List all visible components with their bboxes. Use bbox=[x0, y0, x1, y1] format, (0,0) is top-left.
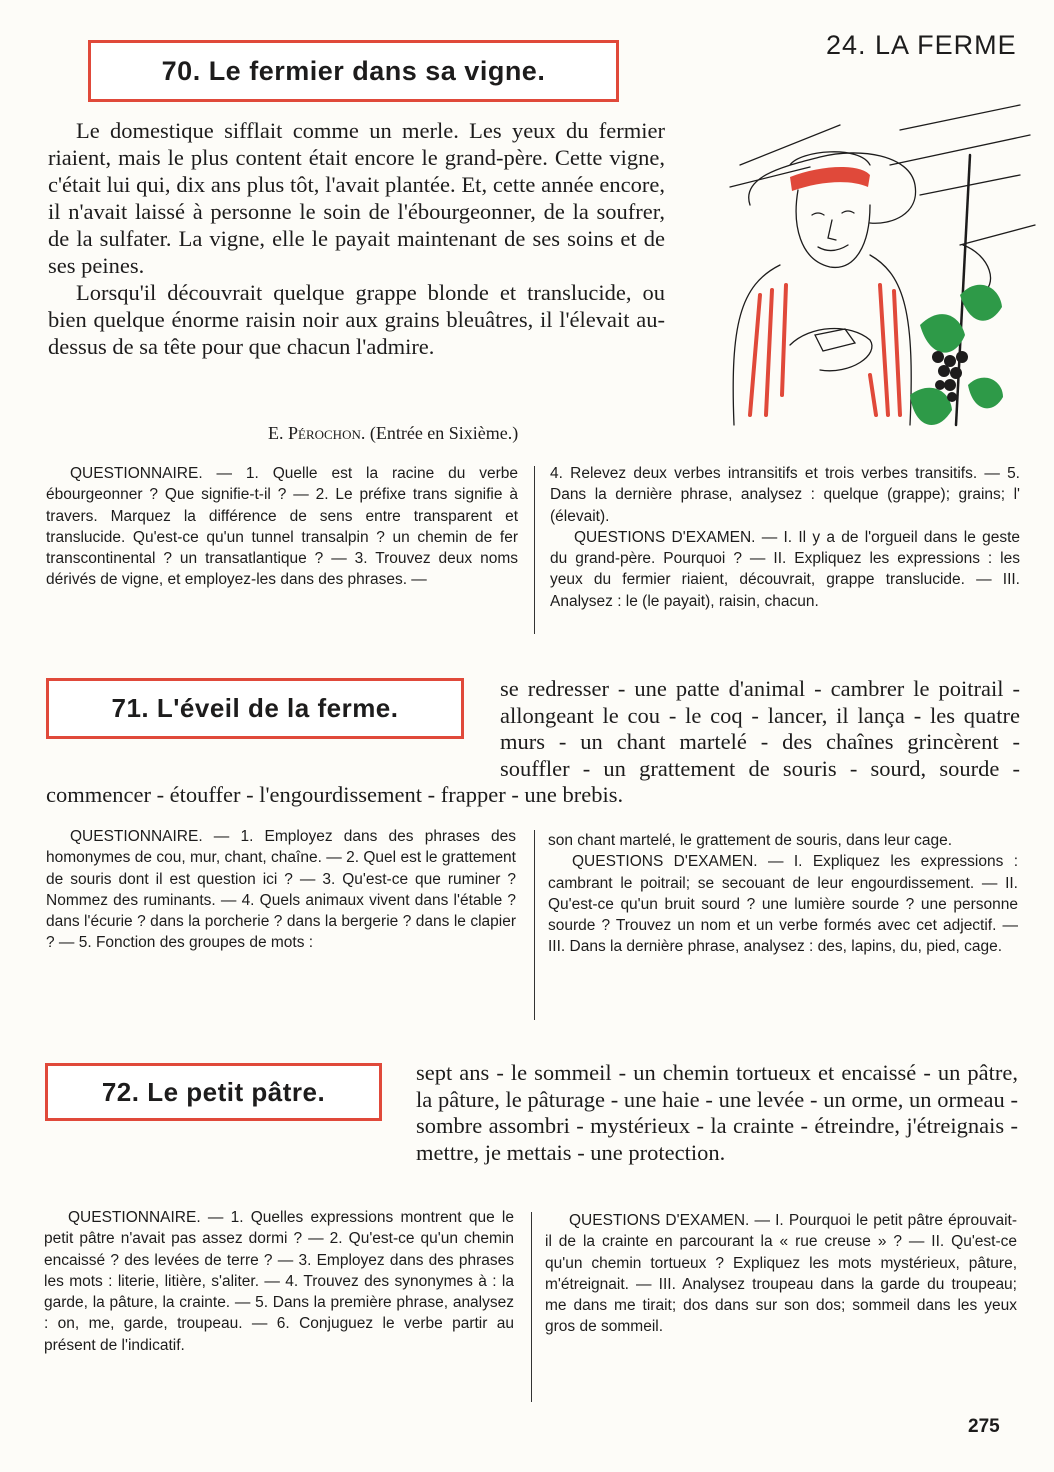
lesson-72-examen bbox=[545, 1210, 1017, 1338]
title-float-spacer bbox=[46, 1060, 416, 1142]
right-shoulder bbox=[870, 255, 911, 425]
questionnaire-70-cont-text: 4. Relevez deux verbes intransitifs et trois verbes transitifs. — 5. Dans la dernière phrase, analysez : quelque (grappe); grains; l' (élevait). bbox=[550, 465, 1020, 525]
shirt-stripe bbox=[880, 285, 888, 415]
shirt-stripe bbox=[782, 285, 786, 395]
lesson-70-title-text: 70. Le fermier dans sa vigne. bbox=[161, 55, 546, 86]
sky-line bbox=[900, 105, 1020, 130]
nose bbox=[828, 220, 836, 240]
grape bbox=[956, 351, 968, 363]
title-float-spacer bbox=[46, 676, 500, 758]
lesson-72-vocabulary bbox=[46, 1060, 1018, 1166]
sky-line bbox=[890, 135, 1030, 165]
column-divider bbox=[534, 466, 535, 634]
shirt-stripe bbox=[766, 290, 772, 415]
grape bbox=[947, 392, 957, 402]
column-divider bbox=[531, 1212, 532, 1402]
sky-line bbox=[960, 225, 1035, 245]
lesson-71-questionnaire-continued bbox=[548, 830, 1018, 958]
hat-band bbox=[790, 167, 870, 191]
shirt-stripe bbox=[894, 291, 900, 415]
lesson-72-title-text: 72. Le petit pâtre. bbox=[101, 1076, 326, 1107]
questionnaire-70-text: QUESTIONNAIRE. — 1. Quelle est la racine du verbe ébourgeonner ? Que signifie-t-il ? — 2. Le préfixe trans signifie à travers. Marquez la différence de sens entre transparent et translucide. Qu'est-ce qu'un tunnel transalpin ? un chemin de fer transcontinental ? un transatlantique ? — 3. Trouvez deux noms dérivés de vigne, et employez-les dans des phrases. — bbox=[46, 465, 518, 589]
lesson-70-questionnaire bbox=[46, 463, 518, 591]
questionnaire-71-text: QUESTIONNAIRE. — 1. Employez dans des phrases des homonymes de cou, mur, chant, chaîne. — 2. Quel est le grattement de souris dont il est question ici ? — 3. Qu'est-ce que ruminer ? Nommez des ruminants. — 4. Quels animaux vivent dans l'étable ? dans l'écurie ? dans la porcherie ? dans la bergerie ? dans le clapier ? — 5. Fonction des groupes de mots : bbox=[46, 828, 516, 952]
grape bbox=[944, 379, 956, 391]
vine-leaf bbox=[910, 388, 952, 425]
grape bbox=[950, 367, 962, 379]
eyes bbox=[812, 211, 854, 215]
grape bbox=[944, 355, 956, 367]
questionnaire-71-cont-text: son chant martelé, le grattement de souris, dans leur cage. bbox=[548, 832, 953, 849]
lesson-70-questionnaire-continued bbox=[550, 463, 1020, 612]
face-outline bbox=[796, 190, 870, 267]
questionnaire-72-text: QUESTIONNAIRE. — 1. Quelles expressions montrent que le petit pâtre n'avait pas assez dormi ? — 2. Qu'est-ce qu'un chemin encaissé ? des levées de terre ? — 3. Employez dans des phrases les mots : literie, litière, s'aliter. — 4. Trouvez des synonymes à : la garde, la pâture, la crainte. — 5. Dans la première phrase, analysez : on, me, garde, troupeau. — 6. Conjuguez le verbe partir au présent de l'indicatif. bbox=[44, 1209, 514, 1354]
lesson-70-paragraph-1: Le domestique sifflait comme un merle. Les yeux du fermier riaient, mais le plus content était encore le grand-père. Cette vigne, c'était lui qui, dix ans plus tôt, l'avait plantée. Et, cette année encore, il n'avait laissé à personne le soin de l'ébourgeonner, de la soufrer, de la sulfater. La vigne, elle le payait maintenant de ses soins et de ses peines. bbox=[48, 118, 665, 278]
page-number: 275 bbox=[968, 1416, 1000, 1437]
vine-leaf bbox=[968, 378, 1003, 409]
hat-brim bbox=[749, 153, 916, 223]
shirt-stripe bbox=[870, 375, 876, 415]
chapter-title: 24. LA FERME bbox=[826, 30, 1017, 60]
vine-leaf bbox=[960, 285, 1002, 321]
lesson-71-questionnaire bbox=[46, 826, 516, 954]
lesson-72-words: sept ans - le sommeil - un chemin tortueux et encaissé - un pâtre, la pâture, le pâturage - une haie - une levée - un orme, un ormeau - sombre assombri - mystérieux - la crainte - étreindre, j'étreignais - mettre, je mettais - une protection. bbox=[416, 1060, 1018, 1165]
lesson-71-title-text: 71. L'éveil de la ferme. bbox=[111, 693, 399, 723]
grape bbox=[938, 365, 950, 377]
lesson-71-words: se redresser - une patte d'animal - cambrer le poitrail - allongeant le cou - le coq - lancer, il lança - les quatre murs - un chant martelé - des chaînes grincèrent - souffler - un grattement de souris - sourd, sourde - commencer - étouffer - l'engourdissement - frapper - une brebis. bbox=[46, 676, 1020, 807]
examen-72-text: QUESTIONS D'EXAMEN. — I. Pourquoi le petit pâtre éprouvait-il de la crainte en parcourant la « rue creuse » ? — II. Qu'est-ce qu'un chemin tortueux ? Expliquez les mots mystérieux, pâture, m'étreignait. — III. Analysez troupeau dans la garde du troupeau; me dans me tirait; dos dans sur son dos; sommeil dans les yeux gros de sommeil. bbox=[545, 1212, 1017, 1336]
source-author: E. Pérochon. bbox=[268, 423, 366, 443]
farmer-vine-illustration bbox=[720, 95, 1038, 445]
lesson-70-title bbox=[88, 40, 619, 102]
examen-70-text: QUESTIONS D'EXAMEN. — I. Il y a de l'orgueil dans le geste du grand-père. Pourquoi ? — II. Expliquez les expressions : les yeux du fermier riaient, découvrait, grappe translucide. — III. Analysez : le (le payait), raisin, chacun. bbox=[550, 528, 1020, 610]
lesson-70-source bbox=[268, 423, 518, 444]
lesson-72-questionnaire bbox=[44, 1207, 514, 1356]
grape bbox=[932, 351, 944, 363]
column-divider bbox=[534, 830, 535, 1020]
source-reference: (Entrée en Sixième.) bbox=[369, 423, 519, 443]
sky-line bbox=[740, 125, 840, 165]
mouth bbox=[818, 245, 848, 251]
grape-in-hand bbox=[815, 329, 855, 351]
shirt-stripe bbox=[750, 295, 760, 415]
vine-leaf bbox=[920, 314, 965, 353]
examen-71-text: QUESTIONS D'EXAMEN. — I. Expliquez les expressions : cambrant le poitrail; se secouant de leur engourdissement. — II. Qu'est-ce qu'un bruit sourd ? une lumière sourde ? une personne sourde ? Trouvez un nom et un verbe formés avec cet adjectif. — III. Dans la dernière phrase, analysez : des, lapins, du, pied, cage. bbox=[548, 853, 1018, 956]
lesson-71-vocabulary bbox=[46, 676, 1020, 809]
hat-crown bbox=[790, 152, 870, 165]
lesson-70-paragraph-2: Lorsqu'il découvrait quelque grappe blonde et translucide, ou bien quelque énorme raisin noir aux grains bleuâtres, il l'élevait au-dessus de sa tête pour que chacun l'admire. bbox=[48, 280, 665, 359]
grape bbox=[935, 380, 945, 390]
lesson-70-text bbox=[48, 117, 665, 360]
